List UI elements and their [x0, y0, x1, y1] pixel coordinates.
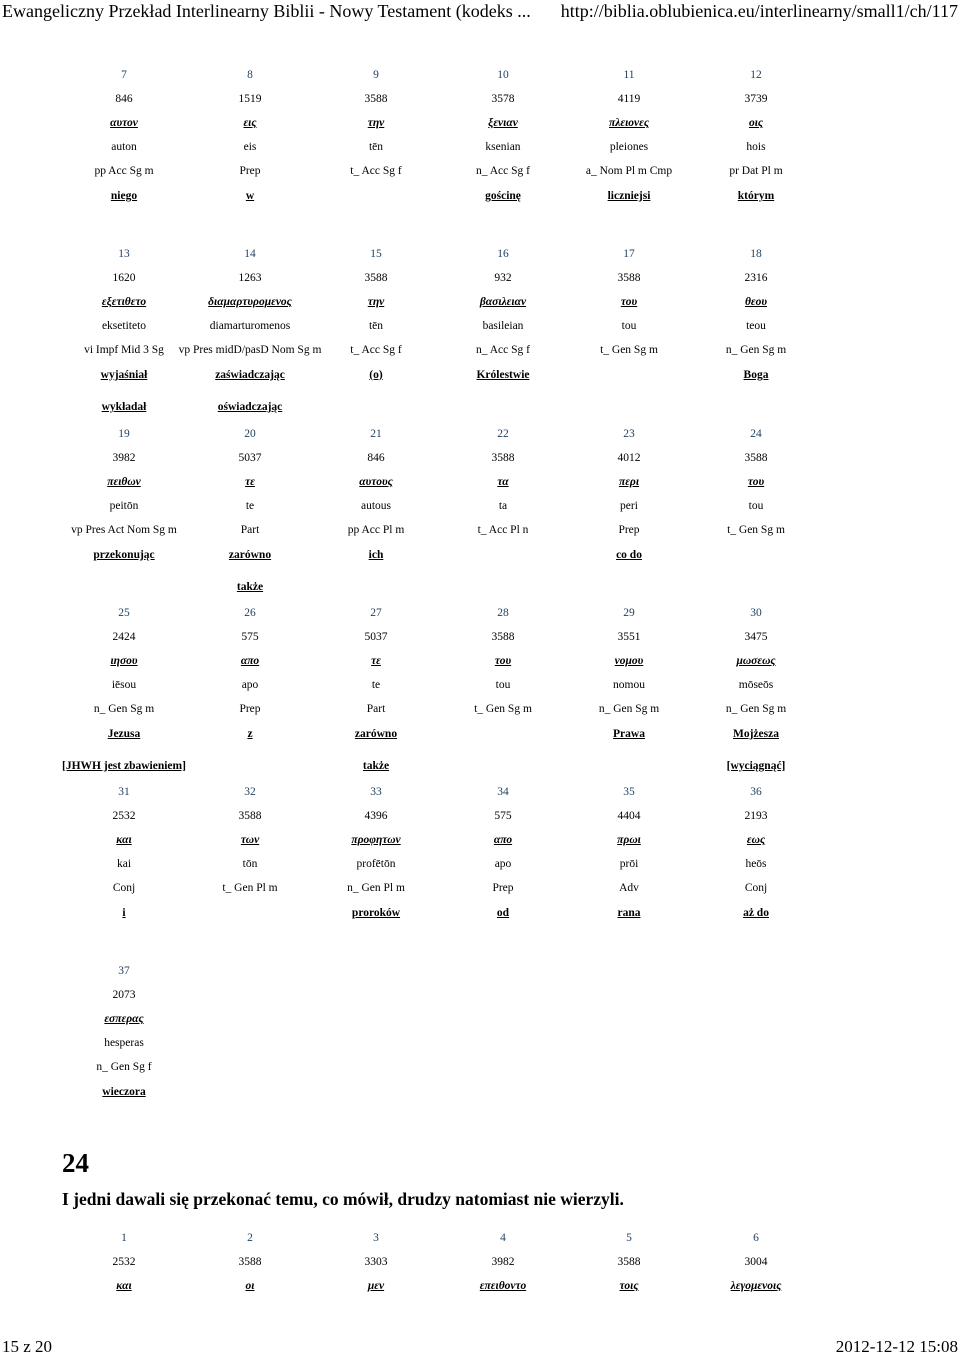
translation[interactable]: wieczora [102, 1086, 146, 1098]
strong-number: 3588 [617, 1256, 641, 1268]
word-number: 17 [623, 248, 635, 260]
greek-word-row [0, 115, 960, 131]
greek-word[interactable]: την [367, 117, 385, 129]
transliteration: eksetiteto [101, 320, 147, 332]
greek-word-row [0, 474, 960, 490]
word-number: 27 [370, 607, 382, 619]
morphology-row [0, 522, 960, 538]
transliteration-row [0, 139, 960, 155]
strong-number-row [0, 808, 960, 824]
transliteration-row [0, 498, 960, 514]
transliteration: te [371, 679, 381, 691]
alt-translation[interactable]: wykładał [101, 401, 147, 413]
morphology: n_ Acc Sg f [476, 344, 530, 356]
translation[interactable]: w [245, 190, 255, 202]
morphology: vp Pres Act Nom Sg m [71, 524, 177, 536]
transliteration: mōseōs [738, 679, 774, 691]
strong-number: 3578 [491, 93, 515, 105]
greek-word[interactable]: αυτον [110, 117, 138, 129]
translation[interactable]: aż do [743, 907, 769, 919]
word-number: 28 [497, 607, 509, 619]
transliteration: te [245, 500, 255, 512]
morphology: n_ Gen Sg m [725, 344, 787, 356]
morphology: Prep [618, 524, 640, 536]
translation[interactable]: od [496, 907, 510, 919]
transliteration: auton [111, 141, 137, 153]
transliteration: kai [116, 858, 132, 870]
greek-word[interactable]: εσπερας [104, 1013, 144, 1025]
strong-number-row [0, 450, 960, 466]
greek-word[interactable]: ιησου [110, 655, 138, 667]
transliteration-row [0, 1035, 960, 1051]
word-number: 9 [373, 69, 379, 81]
word-number: 37 [118, 965, 130, 977]
greek-word[interactable]: πειθων [107, 476, 141, 488]
greek-word[interactable]: εις [243, 117, 257, 129]
word-number: 3 [373, 1232, 379, 1244]
strong-number-row [0, 629, 960, 645]
morphology: Conj [112, 882, 136, 894]
strong-number: 3303 [364, 1256, 388, 1268]
morphology: t_ Acc Sg f [350, 165, 402, 177]
transliteration-row [0, 856, 960, 872]
word-number: 23 [623, 428, 635, 440]
morphology: Adv [619, 882, 639, 894]
greek-word[interactable]: και [116, 1280, 132, 1292]
word-number: 22 [497, 428, 509, 440]
strong-number: 4396 [364, 810, 388, 822]
word-number: 36 [750, 786, 762, 798]
greek-word[interactable]: απο [493, 834, 513, 846]
page-footer [0, 1337, 960, 1357]
word-number: 2 [247, 1232, 253, 1244]
morphology: Prep [239, 165, 261, 177]
morphology: t_ Acc Sg f [350, 344, 402, 356]
greek-word[interactable]: αυτους [359, 476, 393, 488]
translation[interactable]: liczniejsi [607, 190, 651, 202]
translation[interactable]: gościnę [485, 190, 521, 202]
word-number-row [0, 246, 960, 262]
greek-word[interactable]: προφητων [351, 834, 401, 846]
word-number: 24 [750, 428, 762, 440]
translation[interactable]: zarówno [228, 549, 272, 561]
morphology: t_ Acc Pl n [477, 524, 529, 536]
morphology: n_ Gen Sg m [725, 703, 787, 715]
translation[interactable]: Jezusa [107, 728, 141, 740]
verse-number: 24 [62, 1148, 89, 1178]
strong-number: 5037 [364, 631, 388, 643]
word-number: 16 [497, 248, 509, 260]
morphology: pp Acc Pl m [347, 524, 405, 536]
morphology-row [0, 880, 960, 896]
strong-number: 3739 [744, 93, 768, 105]
translation-row [0, 1084, 960, 1100]
greek-word-row [0, 294, 960, 310]
transliteration: apo [241, 679, 259, 691]
transliteration-row [0, 677, 960, 693]
morphology: n_ Gen Sg f [96, 1061, 152, 1073]
greek-word[interactable]: επειθοντο [479, 1280, 527, 1292]
translation[interactable]: z [247, 728, 253, 740]
alt-translation[interactable]: [wyciągnąć] [726, 760, 786, 772]
greek-word[interactable]: τε [371, 655, 381, 667]
strong-number-row [0, 270, 960, 286]
strong-number: 3588 [744, 452, 768, 464]
word-number: 7 [121, 69, 127, 81]
greek-word[interactable]: διαμαρτυρομενος [208, 296, 292, 308]
document-url[interactable]: http://biblia.oblubienica.eu/interlinearny/small1/ch/117 [560, 1, 958, 21]
transliteration: tou [621, 320, 637, 332]
morphology: pp Acc Sg m [94, 165, 154, 177]
greek-word[interactable]: του [620, 296, 638, 308]
strong-number: 3588 [491, 452, 515, 464]
alt-translation[interactable]: także [362, 760, 390, 772]
greek-word[interactable]: την [367, 296, 385, 308]
transliteration: peri [620, 500, 638, 512]
word-number-row [0, 784, 960, 800]
transliteration: ta [498, 500, 508, 512]
strong-number: 3982 [491, 1256, 515, 1268]
transliteration: hesperas [104, 1037, 144, 1049]
transliteration: tou [748, 500, 764, 512]
greek-word[interactable]: του [747, 476, 765, 488]
transliteration: tēn [368, 141, 384, 153]
greek-word[interactable]: πλειονες [609, 117, 649, 129]
strong-number: 3004 [744, 1256, 768, 1268]
word-number: 20 [244, 428, 256, 440]
print-timestamp: 2012-12-12 15:08 [835, 1337, 958, 1356]
strong-number-row [0, 1254, 960, 1270]
strong-number: 3588 [364, 93, 388, 105]
alt-translation[interactable]: oświadczając [217, 401, 283, 413]
greek-word[interactable]: του [494, 655, 512, 667]
word-number-row [0, 426, 960, 442]
strong-number: 3982 [112, 452, 136, 464]
translation[interactable]: Boga [743, 369, 769, 381]
translation[interactable]: (o) [369, 369, 383, 381]
word-number: 10 [497, 69, 509, 81]
strong-number: 846 [115, 93, 133, 105]
greek-word[interactable]: τα [497, 476, 509, 488]
word-number: 19 [118, 428, 130, 440]
morphology: Prep [239, 703, 261, 715]
greek-word[interactable]: λεγομενοις [730, 1280, 782, 1292]
transliteration-row [0, 1302, 960, 1318]
word-number: 12 [750, 69, 762, 81]
translation[interactable]: którym [737, 190, 775, 202]
morphology: n_ Gen Pl m [347, 882, 405, 894]
word-number-row [0, 67, 960, 83]
alt-translation-row [0, 579, 960, 595]
greek-word-row [0, 1278, 960, 1294]
morphology-row [0, 163, 960, 179]
greek-word[interactable]: οις [748, 117, 764, 129]
alt-translation-row [0, 399, 960, 415]
word-number: 30 [750, 607, 762, 619]
translation-row [0, 547, 960, 563]
greek-word[interactable]: ξενιαν [488, 117, 518, 129]
transliteration: diamarturomenos [209, 320, 291, 332]
word-number: 34 [497, 786, 509, 798]
strong-number: 932 [494, 272, 512, 284]
translation-row [0, 726, 960, 742]
word-number: 29 [623, 607, 635, 619]
strong-number: 3588 [238, 1256, 262, 1268]
strong-number: 2316 [744, 272, 768, 284]
morphology: vi Impf Mid 3 Sg [84, 344, 164, 356]
translation-row [0, 905, 960, 921]
strong-number: 2073 [112, 989, 136, 1001]
page-header [0, 0, 960, 24]
transliteration: prōi [619, 858, 639, 870]
strong-number: 3588 [491, 631, 515, 643]
transliteration: iēsou [111, 679, 137, 691]
strong-number: 2532 [112, 810, 136, 822]
transliteration: heōs [745, 858, 767, 870]
strong-number: 4012 [617, 452, 641, 464]
greek-word-row [0, 1011, 960, 1027]
translation[interactable]: co do [616, 549, 642, 561]
transliteration: teou [746, 320, 766, 332]
greek-word-row [0, 832, 960, 848]
word-number-row [0, 1230, 960, 1246]
greek-word[interactable]: μωσεως [736, 655, 776, 667]
strong-number: 5037 [238, 452, 262, 464]
transliteration: ksenian [485, 141, 521, 153]
word-number: 21 [370, 428, 382, 440]
document-title: Ewangeliczny Przekład Interlinearny Biblii - Nowy Testament (kodeks ... [2, 1, 531, 21]
strong-number: 3588 [238, 810, 262, 822]
transliteration: tōn [242, 858, 258, 870]
strong-number-row [0, 987, 960, 1003]
transliteration: pleiones [609, 141, 649, 153]
translation[interactable]: rana [617, 907, 641, 919]
transliteration: apo [494, 858, 512, 870]
morphology-row [0, 701, 960, 717]
transliteration: peitōn [109, 500, 139, 512]
word-number: 5 [626, 1232, 632, 1244]
transliteration: tou [495, 679, 511, 691]
transliteration-row [0, 318, 960, 334]
transliteration: eis [243, 141, 257, 153]
word-number: 13 [118, 248, 130, 260]
greek-word[interactable]: των [240, 834, 260, 846]
alt-translation[interactable]: także [236, 581, 264, 593]
translation[interactable]: ich [368, 549, 384, 561]
translation[interactable]: zarówno [354, 728, 398, 740]
transliteration: nomou [613, 679, 645, 691]
translation[interactable]: Mojżesza [733, 728, 779, 740]
translation[interactable]: Prawa [613, 728, 645, 740]
greek-word[interactable]: εξετιθετο [101, 296, 147, 308]
word-number-row [0, 963, 960, 979]
translation[interactable]: wyjaśniał [100, 369, 148, 381]
strong-number: 1620 [112, 272, 136, 284]
morphology: t_ Gen Sg m [727, 524, 785, 536]
greek-word[interactable]: θεου [744, 296, 768, 308]
morphology: t_ Gen Pl m [222, 882, 278, 894]
greek-word[interactable]: μεν [367, 1280, 385, 1292]
greek-word[interactable]: νομου [614, 655, 644, 667]
strong-number: 1263 [238, 272, 262, 284]
morphology: t_ Gen Sg m [600, 344, 658, 356]
alt-translation[interactable]: [JHWH jest zbawieniem] [62, 760, 186, 772]
greek-word[interactable]: τε [245, 476, 255, 488]
greek-word[interactable]: βασιλειαν [479, 296, 527, 308]
strong-number: 3588 [364, 272, 388, 284]
morphology: pr Dat Pl m [729, 165, 783, 177]
morphology: a_ Nom Pl m Cmp [585, 165, 673, 177]
greek-word[interactable]: και [116, 834, 132, 846]
transliteration: profētōn [356, 858, 396, 870]
word-number: 6 [753, 1232, 759, 1244]
word-number: 26 [244, 607, 256, 619]
word-number: 31 [118, 786, 130, 798]
word-number: 8 [247, 69, 253, 81]
greek-word[interactable]: τοις [619, 1280, 639, 1292]
word-number: 32 [244, 786, 256, 798]
greek-word[interactable]: πρωι [617, 834, 641, 846]
word-number: 18 [750, 248, 762, 260]
greek-word[interactable]: περι [618, 476, 640, 488]
transliteration: tēn [368, 320, 384, 332]
translation[interactable]: zaświadczając [215, 369, 285, 381]
greek-word[interactable]: οι [245, 1280, 255, 1292]
translation[interactable]: przekonując [93, 549, 155, 561]
morphology: Prep [492, 882, 514, 894]
morphology: Conj [744, 882, 768, 894]
word-number-row [0, 605, 960, 621]
word-number: 1 [121, 1232, 127, 1244]
morphology: n_ Acc Sg f [476, 165, 530, 177]
transliteration: basileian [482, 320, 524, 332]
strong-number: 3475 [744, 631, 768, 643]
word-number: 11 [623, 69, 635, 81]
morphology-row [0, 342, 960, 358]
morphology: t_ Gen Sg m [474, 703, 532, 715]
verse-text: I jedni dawali się przekonać temu, co mówił, drudzy natomiast nie wierzyli. [62, 1189, 624, 1209]
translation[interactable]: i [122, 907, 126, 919]
strong-number-row [0, 91, 960, 107]
word-number: 33 [370, 786, 382, 798]
word-number: 15 [370, 248, 382, 260]
transliteration: autous [360, 500, 392, 512]
translation-row [0, 367, 960, 383]
strong-number: 3551 [617, 631, 641, 643]
morphology: n_ Gen Sg m [93, 703, 155, 715]
strong-number: 2193 [744, 810, 768, 822]
morphology: Part [366, 703, 386, 715]
page-counter: 15 z 20 [2, 1337, 53, 1356]
strong-number: 2532 [112, 1256, 136, 1268]
morphology: n_ Gen Sg m [598, 703, 660, 715]
strong-number: 575 [494, 810, 512, 822]
translation[interactable]: niego [110, 190, 138, 202]
word-number: 35 [623, 786, 635, 798]
strong-number: 846 [367, 452, 385, 464]
word-number: 14 [244, 248, 256, 260]
translation[interactable]: Królestwie [476, 369, 530, 381]
strong-number: 3588 [617, 272, 641, 284]
alt-translation-row [0, 758, 960, 774]
greek-word[interactable]: απο [240, 655, 260, 667]
strong-number: 2424 [112, 631, 136, 643]
strong-number: 575 [241, 631, 259, 643]
translation[interactable]: proroków [351, 907, 401, 919]
greek-word-row [0, 653, 960, 669]
word-number: 25 [118, 607, 130, 619]
greek-word[interactable]: εως [746, 834, 766, 846]
morphology-row [0, 1059, 960, 1075]
morphology: Part [240, 524, 260, 536]
word-number: 4 [500, 1232, 506, 1244]
strong-number: 4404 [617, 810, 641, 822]
strong-number: 4119 [617, 93, 641, 105]
morphology: vp Pres midD/pasD Nom Sg m [178, 344, 322, 356]
translation-row [0, 188, 960, 204]
transliteration: hois [746, 141, 766, 153]
strong-number: 1519 [238, 93, 262, 105]
